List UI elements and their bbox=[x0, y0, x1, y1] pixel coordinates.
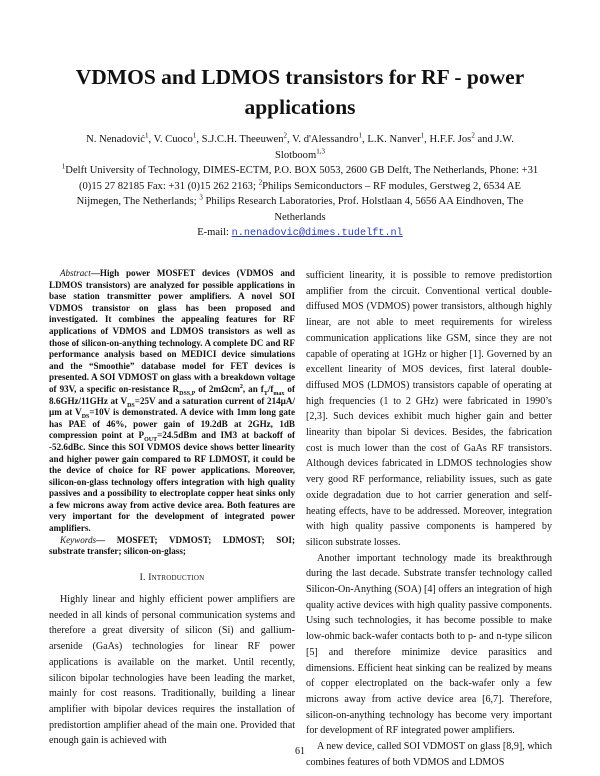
keywords: Keywords— MOSFET; VDMOST; LDMOST; SOI; substrate transfer; silicon-on-glass; bbox=[49, 534, 295, 557]
intro-paragraph-3: A new device, called SOI VDMOST on glass [8,9], which combines features of both VDMOS and LDMOS bbox=[306, 741, 552, 768]
author-affiliation-mark: 2 bbox=[283, 131, 288, 140]
intro-paragraph-1: Highly linear and highly efficient power amplifiers are needed in all kinds of personal communication systems and therefore a great diversity of silicon (Si) and gallium-arsenide (GaAs) technologies for linear RF power applications is available on the market. Until recently, silicon bipolar technologies have been leading the market, mainly for cost reasons. Traditionally, building a linear amplifier with bipolar devices requires the installation of predistortion amplifier ahead of the main one. Provided that enough gain is achieved with bbox=[49, 594, 295, 747]
section-heading-introduction: I. Introduction bbox=[139, 571, 205, 583]
affiliation-philips-research: Philips Research Laboratories, Prof. Holstlaan 4, 5656 AA Eindhoven, The Netherlands bbox=[202, 196, 524, 223]
intro-paragraph-2: Another important technology made its breakthrough during the last decade. Substrate transfer technology called Silicon-On-Anything (SOA) [4] offers an integration of high quality active devices with high quality passive components. Using such technologies, it has become possible to make low-ohmic back-wafer contacts both to p- and n-type silicon [5] and therefore minimize device parasitics and dimensions. Efficient heat sinking can be realized by means of copper electroplated on the back-wafer only a few microns away from active device area [6,7]. Therefore, silicon-on-anything technology has become very important for development of RF integrated power amplifiers. bbox=[306, 552, 552, 737]
author-name: V. d'Alessandro bbox=[292, 134, 359, 145]
left-column bbox=[49, 268, 295, 749]
email-label: E-mail: bbox=[197, 227, 232, 238]
page-number: 61 bbox=[295, 746, 305, 757]
abstract: Abstract—High power MOSFET devices (VDMOS and LDMOS transistors) are analyzed for possible applications in base station transmitter power amplifiers. A novel SOI VDMOS transistor on glass has been proposed and investigated. It combines the appealing features for RF applications of VDMOS and LDMOS transistors as well as those of silicon-on-anything technology. A complete DC and RF performance analysis based on MEDICI device simulations and the “Smoothie” database model for FET devices is presented. A SOI VDMOST on glass with a breakdown voltage of 93V, a specific on-resistance $R_{DSS,P}$ of 2mΩcm$^2$, an $f_T/f_{max}$ of 8.6GHz/11GHz at $V_{DS}=25V$ and a saturation current of 214µA/µm at $V_{DS}=10V$ is demonstrated. A device with 1mm long gate has PAE of 46%, power gain of 19.2dB at 2GHz, 1dB compression point at $P_{OUT}=24.5dBm$ and IM3 at backoff of -52.6dBc. Since this SOI VDMOS device shows better linearity and higher power gain compared to RF LDMOST, it could be the device of choice for RF power applications. Moreover, silicon-on-glass technology offers integration with high quality passives and a possibility to electroplate copper heat sinks only a few microns away from active device area. Both features are very important for the development of integrated power amplifiers. bbox=[49, 268, 295, 534]
author-name: V. Cuoco bbox=[153, 134, 193, 145]
paper-title: VDMOS and LDMOS transistors for RF - power applications bbox=[75, 65, 525, 119]
keywords-label: Keywords bbox=[60, 534, 97, 545]
author-name: S.J.C.H. Theeuwen bbox=[201, 134, 284, 145]
author-list: N. Nenadović$^1$, V. Cuoco$^1$, S.J.C.H. Theeuwen$^2$, V. d'Alessandro$^1$, L.K. Nanver$^1$, H.F.F. Jos$^2$ and J.W. Slotboom$^{1,3}$ bbox=[86, 131, 514, 161]
author-affiliation-mark: 1 bbox=[420, 131, 425, 140]
email-line bbox=[60, 225, 540, 242]
author-name: J.W. Slotboom bbox=[275, 134, 514, 161]
author-affiliation-mark: 1,3 bbox=[316, 146, 325, 155]
email-link[interactable]: n.nenadovic@dimes.tudelft.nl bbox=[231, 228, 403, 239]
abstract-label: Abstract bbox=[60, 268, 91, 278]
author-affiliation-mark: 1 bbox=[192, 131, 197, 140]
author-affiliation-mark: 2 bbox=[471, 131, 475, 140]
affiliation-delft: Delft University of Technology, DIMES-ECTM, P.O. BOX 5053, 2600 GB Delft, The Netherlands, Phone: +31 (0)15 27 82185 Fax: +31 (0)15 262 2163; bbox=[65, 165, 539, 192]
author-name: N. Nenadović bbox=[86, 134, 145, 145]
intro-paragraph-1-continued: sufficient linearity, it is possible to remove predistortion amplifier from the circuit. Conventional vertical double-diffused MOS (VDMOS) power transistors, although highly linear, are not able to meet requirements for wireless communication applications like GSM, since they are not capable of operating at 1GHz or higher [1]. Governed by an excellent linearity of MOS devices, first lateral double-diffused MOS (LDMOS) transistors capable of operating at high frequencies (1 to 2 GHz) were fabricated in 1990’s [2,3]. Such devices exhibit much higher gain and better linearity than bipolar Si devices. Besides, the fabrication cost is much lower than the cost of GaAs RF transistors. Although devices fabricated in LDMOS technologies show very good RF performance, reliability issues, such as gate oxide degradation due to hot carrier generation and self-heating effects, have to be addressed. Moreover, integration with high quality passive components is hampered by silicon substrate losses. bbox=[306, 270, 552, 548]
author-affiliation-mark: 1 bbox=[144, 131, 149, 140]
affiliation-philips-semiconductors: Philips Semiconductors – RF modules, Gerstweg 2, 6534 AE Nijmegen, The Netherlands; bbox=[76, 180, 522, 207]
author-block bbox=[60, 132, 540, 242]
author-name: L.K. Nanver bbox=[367, 134, 421, 145]
author-name: H.F.F. Jos bbox=[429, 134, 472, 145]
right-column bbox=[306, 268, 552, 771]
author-affiliation-mark: 1 bbox=[358, 131, 363, 140]
affiliations: $^1$Delft University of Technology, DIMES-ECTM, P.O. BOX 5053, 2600 GB Delft, The Netherlands, Phone: +31 (0)15 27 82185 Fax: +31 (0)15 262 2163; $^2$Philips Semiconductors – RF modules, Gerstweg 2, 6534 AE Nijmegen, The Netherlands; $^3$ Philips Research Laboratories, Prof. Holstlaan 4, 5656 AA Eindhoven, The Netherlands bbox=[61, 162, 539, 223]
